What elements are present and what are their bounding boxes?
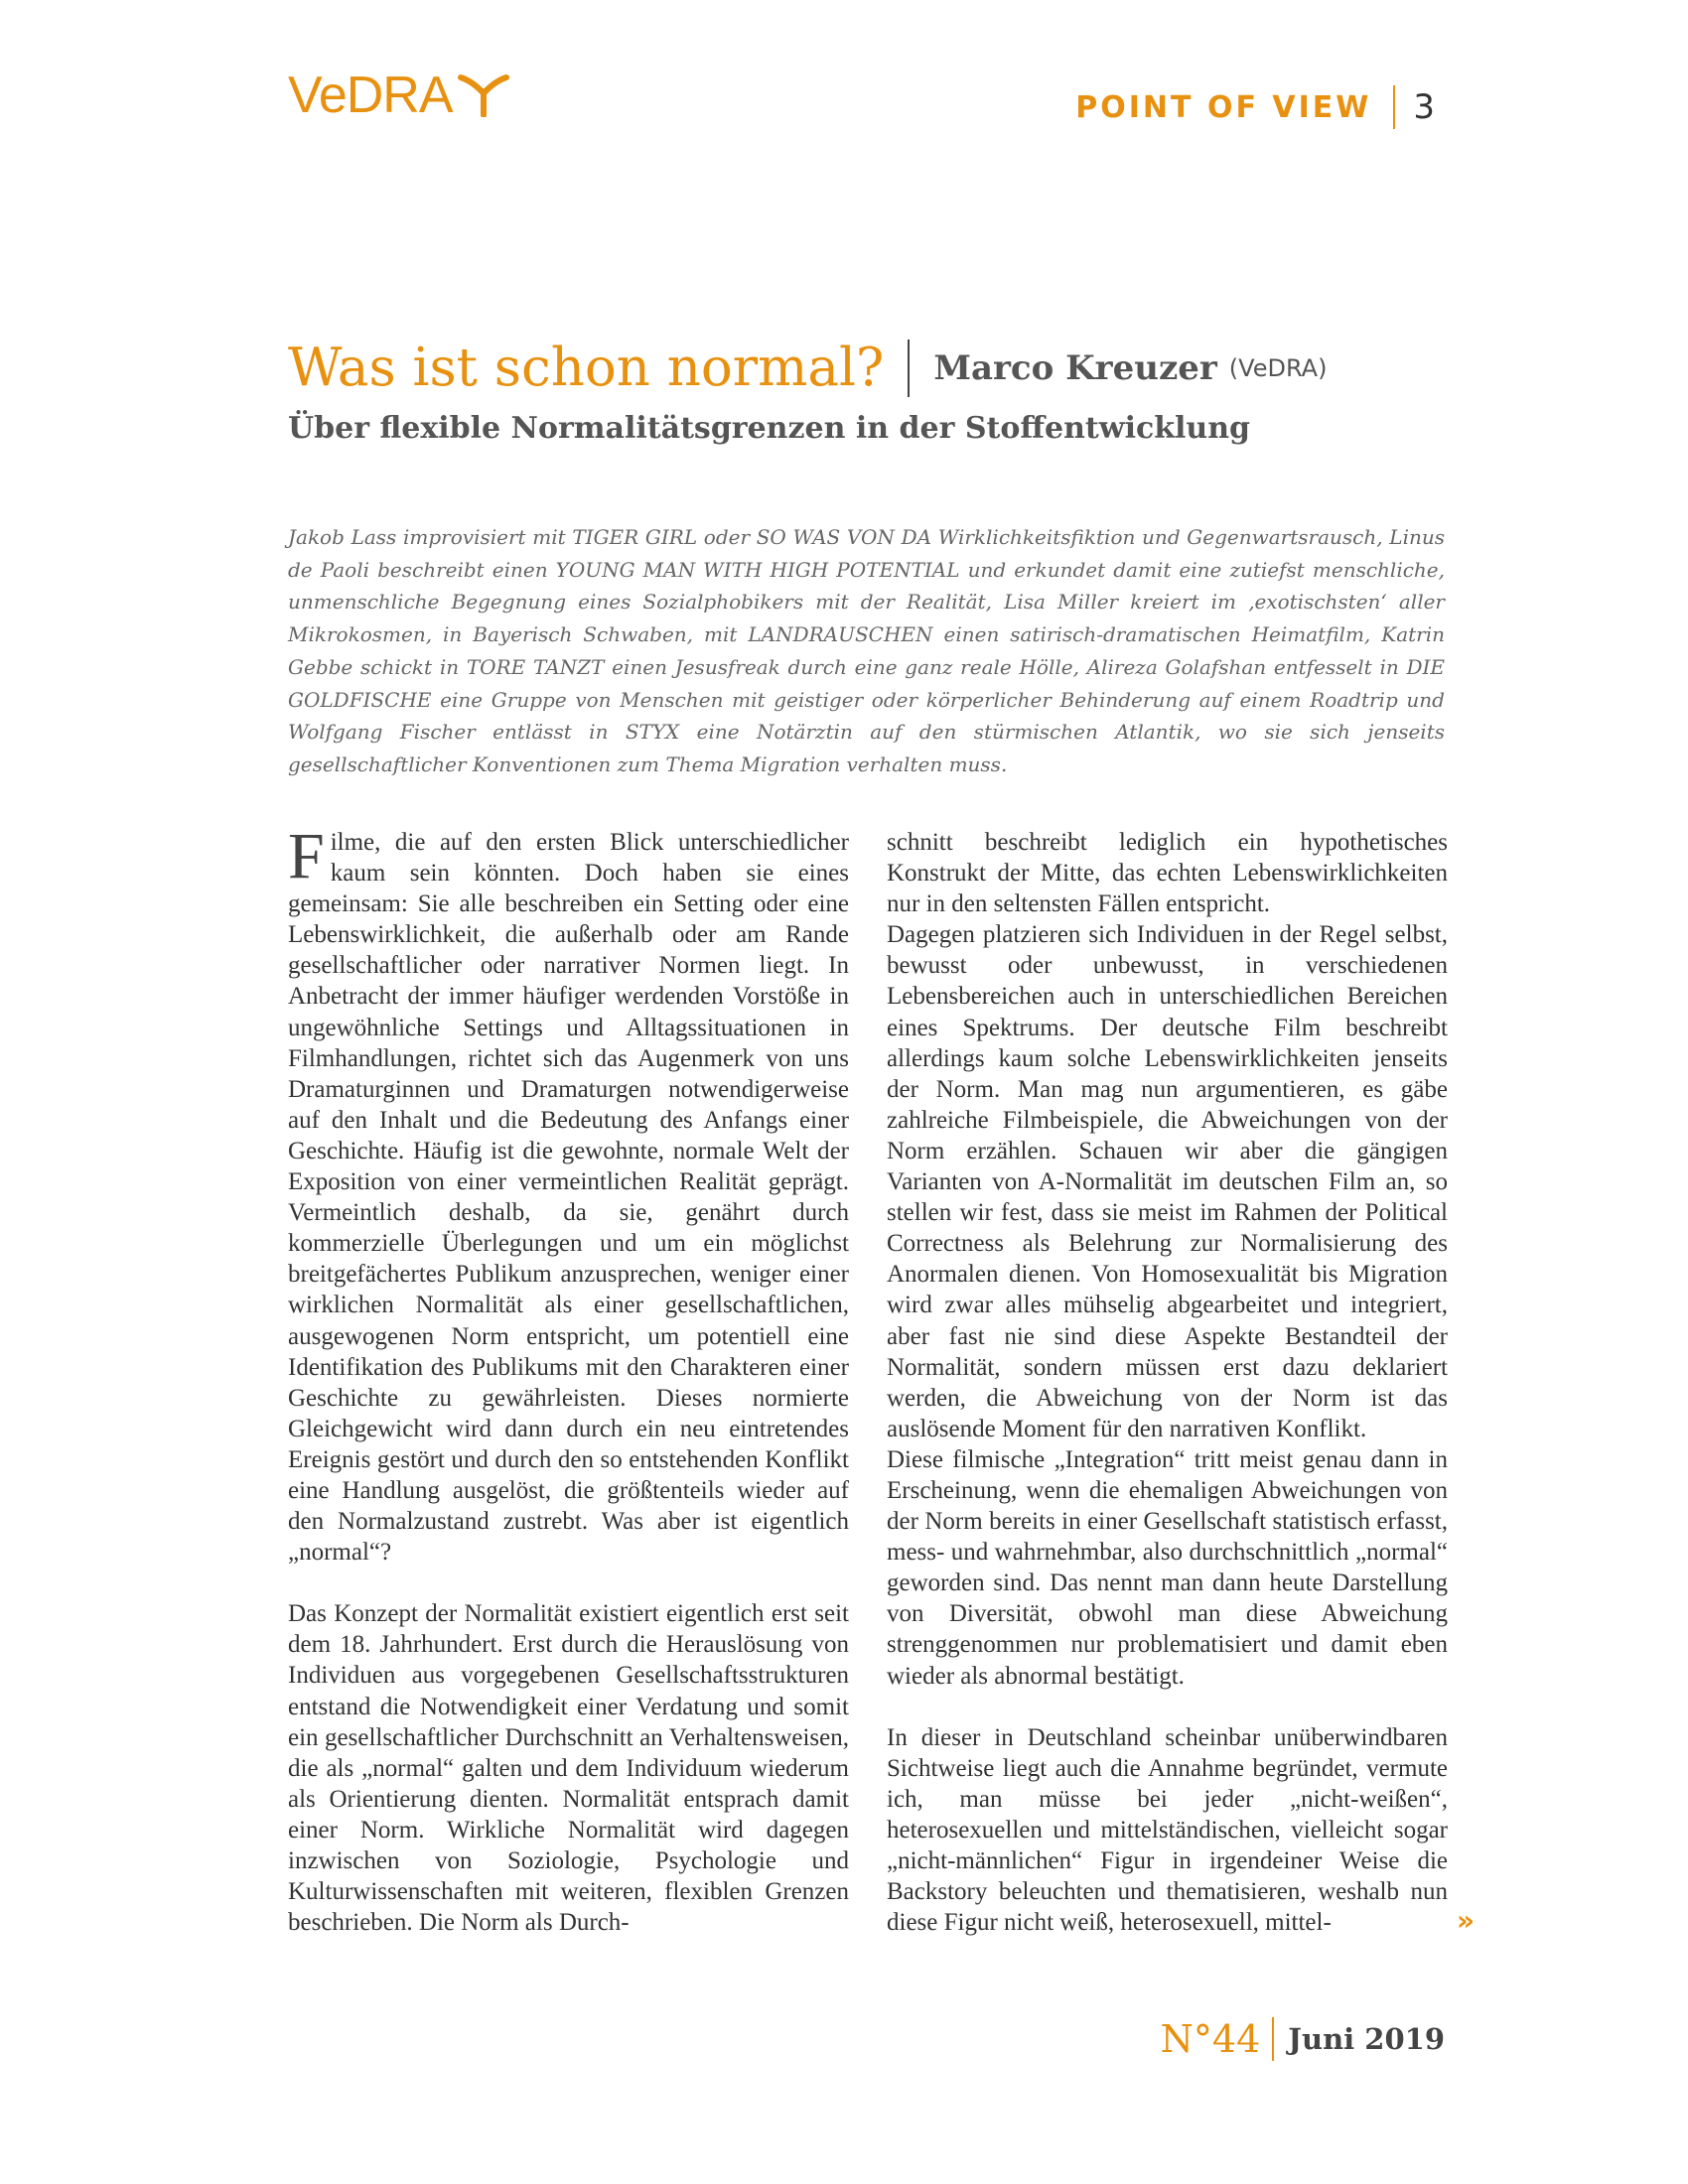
divider xyxy=(908,340,910,397)
page-number: 3 xyxy=(1413,87,1435,127)
body-paragraph: Diese filmische „Integration“ tritt meist genau dann in Erscheinung, wenn die ehemaligen Abweichungen von der Norm bereits in einer Gesellschaft statistisch erfasst, mess- und wahrnehmbar, also durchschnittlich „normal“ geworden sind. Das nennt man dann heute Darstellung von Diversität, obwohl man diese Abweichung strenggenommen nur problematisiert und damit eben wieder als abnormal bestätigt. xyxy=(887,1445,1448,1690)
paragraph-text: ilme, die auf den ersten Blick unterschiedlicher kaum sein könnten. Doch haben sie eines gemeinsam: Sie alle beschreiben ein Setting oder eine Lebenswirklichkeit, die außerhalb oder am Rande gesellschaftlicher oder narrativer Normen liegt. In Anbetracht der immer häufiger werdenden Vorstöße in ungewöhnliche Settings und Alltagssituationen in Filmhandlungen, richtet sich das Augenmerk von uns Dramaturginnen und Dramaturgen notwendigerweise auf den Inhalt und die Bedeutung des Anfangs einer Geschichte. Häufig ist die gewohnte, normale Welt der Exposition von einer vermeintlichen Realität geprägt. Vermeintlich deshalb, da sie, genährt durch kommerzielle Überlegungen und um ein möglichst breitgefächertes Publikum anzusprechen, weniger einer wirklichen Normalität als einer gesellschaftlichen, ausgewogenen Norm entspricht, um potentiell eine Identifikation des Publikums mit den Charakteren einer Geschichte zu gewährleisten. Dieses normierte Gleichgewicht wird dann durch ein neu eintretendes Ereignis gestört und durch den so entstehenden Konflikt eine Handlung ausgelöst, die größtenteils wieder auf den Normalzustand zustrebt. Was aber ist eigentlich „normal“? xyxy=(288,829,849,1567)
author-org: (VeDRA) xyxy=(1228,353,1328,382)
divider xyxy=(1272,2017,1274,2061)
issue-number: N°44 xyxy=(1160,2017,1261,2061)
section-label: POINT OF VIEW xyxy=(1075,89,1372,125)
divider xyxy=(1393,85,1395,129)
body-paragraph: Dagegen platzieren sich Individuen in der Regel selbst, bewusst oder unbewusst, in verschiedenen Lebensbereichen auch in unterschiedlichen Bereichen eines Spektrums. Der deutsche Film beschreibt allerdings kaum solche Lebenswirklichkeiten jenseits der Norm. Man mag nun argumentieren, es gäbe zahlreiche Filmbeispiele, die Abweichungen von der Norm erzählen. Schauen wir aber die gängigen Varianten von A-Normalität im deutschen Film an, so stellen wir fest, dass sie meist im Rahmen der Political Correctness als Belehrung zur Normalisierung des Anormalen dienen. Von Homosexualität bis Migration wird zwar alles mühselig abgearbeitet und integriert, aber fast nie sind diese Aspekte Bestandteil der Normalität, sondern müssen erst dazu deklariert werden, die Abweichung von der Norm ist das auslösende Moment für den narrativen Konflikt. xyxy=(887,921,1448,1442)
footer xyxy=(1161,2017,1445,2061)
column-right xyxy=(887,827,1448,1938)
article-title: Was ist schon normal? xyxy=(288,338,885,398)
logo-figure-icon xyxy=(457,71,510,117)
body-paragraph: schnitt beschreibt lediglich ein hypothetisches Konstrukt der Mitte, das echten Lebenswirklichkeiten nur in den seltensten Fällen entspricht. xyxy=(887,829,1448,918)
dropcap: F xyxy=(288,820,325,892)
continue-marker: » xyxy=(1457,1904,1476,1937)
vedra-logo xyxy=(288,66,453,125)
author-name: Marco Kreuzer xyxy=(933,347,1217,388)
column-left xyxy=(288,820,849,1938)
article-subtitle: Über flexible Normalitätsgrenzen in der Stoffentwicklung xyxy=(288,411,1251,446)
body-paragraph: Das Konzept der Normalität existiert eigentlich erst seit dem 18. Jahrhundert. Erst durch die Herauslösung von Individuen aus vorgegebenen Gesellschaftsstrukturen entstand die Notwendigkeit einer Verdatung und somit ein gesellschaftlicher Durchschnitt an Verhaltensweisen, die als „normal“ galten und dem Individuum wiederum als Orientierung dienten. Normalität entsprach damit einer Norm. Wirkliche Normalität wird dagegen inzwischen von Soziologie, Psychologie und Kulturwissenschaften mit weiteren, flexiblen Grenzen beschrieben. Die Norm als Durch- xyxy=(288,1600,849,1937)
logo-text: VeDRA xyxy=(288,67,453,124)
issue-date: Juni 2019 xyxy=(1288,2022,1445,2056)
lead-paragraph: Jakob Lass improvisiert mit TIGER GIRL oder SO WAS VON DA Wirklichkeitsfiktion und Gegenwartsrausch, Linus de Paoli beschreibt einen YOUNG MAN WITH HIGH POTENTIAL und erkundet damit eine zutiefst menschliche, unmenschliche Begegnung eines Sozialphobikers mit der Realität, Lisa Miller kreiert im ‚exotischsten‘ aller Mikrokosmen, in Bayerisch Schwaben, mit LANDRAUSCHEN einen satirisch-dramatischen Heimatfilm, Katrin Gebbe schickt in TORE TANZT einen Jesusfreak durch eine ganz reale Hölle, Alireza Golafshan entfesselt in DIE GOLDFISCHE eine Gruppe von Menschen mit geistiger oder körperlicher Behinderung auf einem Roadtrip und Wolfgang Fischer entlässt in STYX eine Notärztin auf den stürmischen Atlantik, wo sie sich jenseits gesellschaftlicher Konventionen zum Thema Migration verhalten muss. xyxy=(288,525,1445,776)
body-paragraph: In dieser in Deutschland scheinbar unüberwindbaren Sichtweise liegt auch die Annahme begründet, vermute ich, man müsse bei jeder „nicht-weißen“, heterosexuellen und mittelständischen, vielleicht sogar „nicht-männlichen“ Figur in irgendeiner Weise die Backstory beleuchten und thematisieren, weshalb nun diese Figur nicht weiß, heterosexuell, mittel- xyxy=(887,1723,1448,1937)
body-paragraph xyxy=(288,820,849,1568)
section-header xyxy=(1075,85,1435,129)
title-line xyxy=(288,338,1327,398)
